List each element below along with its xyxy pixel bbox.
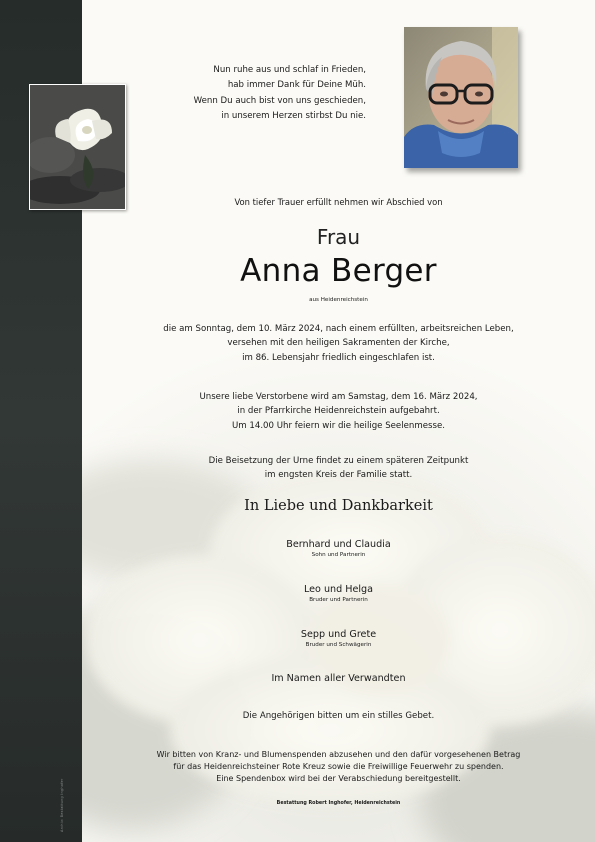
rose-image <box>29 84 126 210</box>
donation-line: Eine Spendenbox wird bei der Verabschiedung bereitgestellt. <box>216 774 461 784</box>
burial-info <box>82 454 595 483</box>
donation-line: für das Heidenreichsteiner Rote Kreuz sowie die Freiwillige Feuerwehr zu spenden. <box>173 762 504 772</box>
poem-line: in unserem Herzen stirbst Du nie. <box>221 111 366 122</box>
death-notice-line: versehen mit den heiligen Sakramenten der Kirche, <box>227 338 450 349</box>
intro-text: Von tiefer Trauer erfüllt nehmen wir Abschied von <box>234 197 443 207</box>
ceremony-info <box>82 390 595 433</box>
portrait-photo <box>404 27 518 168</box>
undertaker-credit: Bestattung Robert Inghofer, Heidenreichstein <box>276 801 401 806</box>
mourner-entry <box>82 628 595 649</box>
death-notice-line: im 86. Lebensjahr friedlich eingeschlafen ist. <box>242 352 435 363</box>
poem <box>150 63 366 125</box>
donation-notice <box>82 749 595 786</box>
burial-line: Die Beisetzung der Urne findet zu einem späteren Zeitpunkt <box>208 456 469 466</box>
donation-line: Wir bitten von Kranz- und Blumenspenden abzusehen und den dafür vorgesehenen Betrag <box>156 750 521 759</box>
mourner-relation: Bruder und Partnerin <box>309 597 368 603</box>
mourner-names: Sepp und Grete <box>300 629 377 640</box>
deceased-name: Anna Berger <box>240 253 437 289</box>
death-notice <box>82 322 595 365</box>
mourner-names: Leo und Helga <box>303 584 374 595</box>
mourner-entry <box>82 538 595 559</box>
burial-line: im engsten Kreis der Familie statt. <box>264 470 413 481</box>
origin-text: aus Heidenreichstein <box>309 297 368 303</box>
poem-line: Wenn Du auch bist von uns geschieden, <box>193 95 366 106</box>
photo-credit: Archiv: Bestattung Inghofer <box>60 778 64 832</box>
salutation: Frau <box>316 225 361 249</box>
mourner-entry <box>82 583 595 604</box>
ceremony-line: Um 14.00 Uhr feiern wir die heilige Seelenmesse. <box>232 420 445 431</box>
mourner-relation: Sohn und Partnerin <box>311 552 366 558</box>
poem-line: Nun ruhe aus und schlaf in Frieden, <box>213 65 366 75</box>
closing-phrase: In Liebe und Dankbarkeit <box>244 498 433 514</box>
death-notice-line: die am Sonntag, dem 10. März 2024, nach einem erfüllten, arbeitsreichen Leben, <box>163 324 514 334</box>
mourner-names: Bernhard und Claudia <box>286 539 391 550</box>
mourner-relation: Bruder und Schwägerin <box>305 642 372 648</box>
relatives-line: Im Namen aller Verwandten <box>271 673 406 684</box>
poem-line: hab immer Dank für Deine Müh. <box>227 80 366 91</box>
ceremony-line: in der Pfarrkirche Heidenreichstein aufgebahrt. <box>237 406 440 417</box>
prayer-request: Die Angehörigen bitten um ein stilles Gebet. <box>242 711 435 721</box>
ceremony-line: Unsere liebe Verstorbene wird am Samstag, dem 16. März 2024, <box>199 392 478 402</box>
